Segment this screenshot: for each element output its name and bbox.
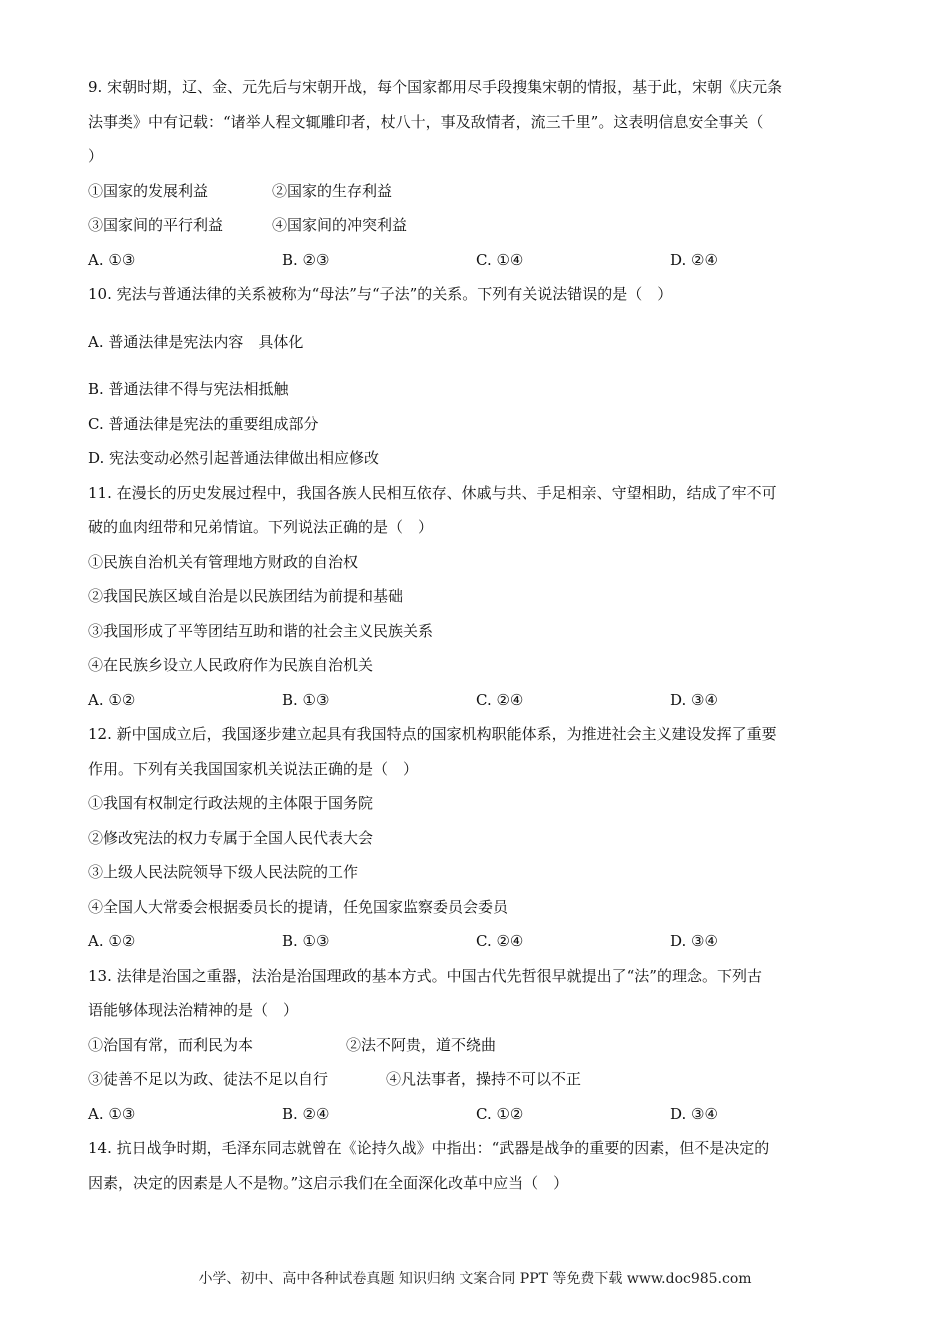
- question-9-option-2: ②国家的生存利益: [272, 181, 393, 200]
- question-14-stem-line-1: 14. 抗日战争时期，毛泽东同志就曾在《论持久战》中指出：“武器是战争的重要的因素，但不是决定的: [88, 1139, 770, 1157]
- question-9-choice-b[interactable]: B. ②③: [282, 250, 330, 269]
- question-13: [88, 959, 878, 1132]
- exam-page: [88, 70, 878, 1200]
- question-11-stem-line-2: 破的血肉纽带和兄弟情谊。下列说法正确的是（ ）: [88, 518, 434, 536]
- question-12-choice-a[interactable]: A. ①②: [88, 932, 136, 950]
- question-9-choices: [88, 243, 878, 278]
- question-9-options-row-2: [88, 208, 878, 243]
- question-14: [88, 1131, 878, 1200]
- question-12-choice-b[interactable]: B. ①③: [282, 932, 330, 950]
- question-11-choice-d[interactable]: D. ③④: [670, 690, 718, 709]
- question-9-options-row-1: [88, 174, 878, 209]
- question-9-stem-line-2: 法事类》中有记载：“诸举人程文辄雕印者，杖八十，事及敌情者，流三千里”。这表明信息安全事关（: [88, 112, 764, 131]
- page-footer: 小学、初中、高中各种试卷真题 知识归纳 文案合同 PPT 等免费下载 www.doc985.com: [198, 1271, 752, 1287]
- question-14-stem-line-2: 因素，决定的因素是人不是物。”这启示我们在全面深化改革中应当（ ）: [88, 1173, 569, 1192]
- question-9-choice-a[interactable]: A. ①③: [88, 250, 136, 269]
- question-13-options-row-1: [88, 1028, 878, 1063]
- question-11-stem-line-1: 11. 在漫长的历史发展过程中，我国各族人民相互依存、休戚与共、手足相亲、守望相助，结成了牢不可: [88, 483, 777, 502]
- question-9-choice-d[interactable]: D. ②④: [670, 250, 718, 269]
- question-9-stem-line-3: ）: [88, 147, 104, 165]
- question-12: [88, 717, 878, 959]
- question-9: [88, 70, 878, 277]
- question-9-option-1: ①国家的发展利益: [88, 181, 209, 200]
- question-12-choices: [88, 924, 878, 959]
- question-10-choice-d[interactable]: D. 宪法变动必然引起普通法律做出相应修改: [88, 449, 380, 467]
- question-13-option-3: ③徒善不足以为政、徒法不足以自行: [88, 1070, 329, 1088]
- question-11-option-4: ④在民族乡设立人民政府作为民族自治机关: [88, 656, 374, 674]
- question-13-choice-b[interactable]: B. ②④: [282, 1104, 330, 1123]
- question-13-choices: [88, 1097, 878, 1132]
- question-12-choice-d[interactable]: D. ③④: [670, 932, 718, 950]
- question-11-choices: [88, 683, 878, 718]
- question-11-option-2: ②我国民族区域自治是以民族团结为前提和基础: [88, 587, 404, 605]
- question-10-choice-a[interactable]: A. 普通法律是宪法内容 具体化: [88, 332, 304, 351]
- question-13-option-2: ②法不阿贵，道不绕曲: [346, 1035, 497, 1054]
- question-10-choice-c[interactable]: C. 普通法律是宪法的重要组成部分: [88, 414, 319, 433]
- question-13-stem-line-1: 13. 法律是治国之重器，法治是治国理政的基本方式。中国古代先哲很早就提出了“法”的理念。下列古: [88, 966, 762, 985]
- question-11-choice-c[interactable]: C. ②④: [476, 690, 524, 709]
- question-9-option-3: ③国家间的平行利益: [88, 216, 224, 234]
- question-12-stem-line-1: 12. 新中国成立后，我国逐步建立起具有我国特点的国家机构职能体系，为推进社会主义建设发挥了重要: [88, 725, 777, 743]
- question-11-choice-b[interactable]: B. ①③: [282, 690, 330, 709]
- question-13-stem-line-2: 语能够体现法治精神的是（ ）: [88, 1001, 299, 1019]
- question-13-choice-c[interactable]: C. ①②: [476, 1104, 524, 1123]
- question-13-option-4: ④凡法事者，操持不可以不正: [386, 1070, 582, 1088]
- question-12-choice-c[interactable]: C. ②④: [476, 932, 524, 950]
- question-10: [88, 277, 878, 476]
- question-10-choice-b[interactable]: B. 普通法律不得与宪法相抵触: [88, 380, 289, 398]
- question-9-choice-c[interactable]: C. ①④: [476, 250, 524, 269]
- question-12-option-2: ②修改宪法的权力专属于全国人民代表大会: [88, 828, 374, 847]
- question-9-option-4: ④国家间的冲突利益: [272, 216, 408, 234]
- question-13-options-row-2: [88, 1062, 878, 1097]
- question-12-stem-line-2: 作用。下列有关我国国家机关说法正确的是（ ）: [88, 759, 419, 778]
- question-11-choice-a[interactable]: A. ①②: [88, 690, 136, 709]
- question-12-option-1: ①我国有权制定行政法规的主体限于国务院: [88, 794, 374, 812]
- question-13-choice-d[interactable]: D. ③④: [670, 1104, 718, 1123]
- question-11: [88, 476, 878, 718]
- question-9-stem-line-1: 9. 宋朝时期，辽、金、元先后与宋朝开战，每个国家都用尽手段搜集宋朝的情报，基于此，宋朝《庆元条: [88, 78, 783, 96]
- question-12-option-4: ④全国人大常委会根据委员长的提请，任免国家监察委员会委员: [88, 897, 509, 916]
- question-13-option-1: ①治国有常，而利民为本: [88, 1035, 254, 1054]
- question-10-stem-line-1: 10. 宪法与普通法律的关系被称为“母法”与“子法”的关系。下列有关说法错误的是（ ）: [88, 285, 673, 303]
- question-11-option-3: ③我国形成了平等团结互助和谐的社会主义民族关系: [88, 621, 434, 640]
- question-13-choice-a[interactable]: A. ①③: [88, 1104, 136, 1123]
- question-12-option-3: ③上级人民法院领导下级人民法院的工作: [88, 863, 359, 881]
- question-11-option-1: ①民族自治机关有管理地方财政的自治权: [88, 552, 359, 571]
